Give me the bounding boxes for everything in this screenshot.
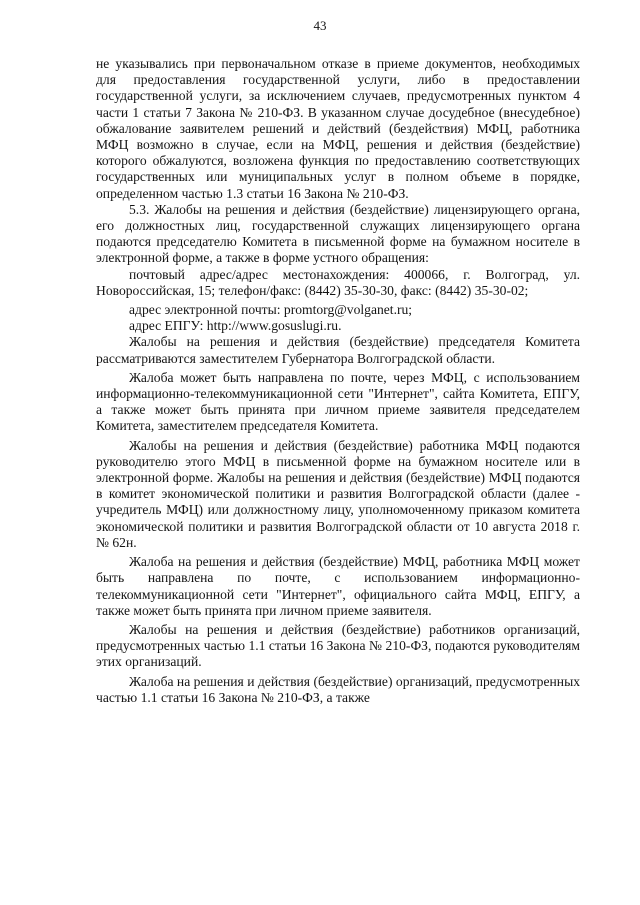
paragraph-epgu-address: адрес ЕПГУ: http://www.gosuslugi.ru. <box>129 318 342 334</box>
paragraph-organization-workers: Жалобы на решения и действия (бездействие) работников организаций, предусмотренных частью 1.1 статьи 16 Закона № 210-ФЗ, подаются руководителям этих организаций. <box>96 621 580 670</box>
paragraph-mfc-complaint-channels: Жалоба на решения и действия (бездействие) МФЦ, работника МФЦ может быть направлена по почте, с использованием информационно-телекоммуникационной сети "Интернет", официального сайта МФЦ, ЕПГУ, а также может быть принята при личном приеме заявителя. <box>96 554 580 618</box>
paragraph-mfc-worker-complaints: Жалобы на решения и действия (бездействие) работника МФЦ подаются руководителю этого МФЦ в письменной форме на бумажном носителе или в электронной форме. Жалобы на решения и действия (бездействие) МФЦ подаются в комитет экономической политики и развития Волгоградской области (далее - учредитель МФЦ) или должностному лицу, уполномоченному приказом комитета экономической политики и развития Волгоградской области от 10 августа 2018 г. № 62н. <box>96 437 580 550</box>
paragraph-email-address: адрес электронной почты: promtorg@volganet.ru; <box>129 302 413 318</box>
paragraph-submission-channels: Жалоба может быть направлена по почте, через МФЦ, с использованием информационно-телекоммуникационной сети "Интернет", сайта Комитета, ЕПГУ, а также может быть принята при личном приеме заявителя председателем Комитета, заместителем председателя Комитета. <box>96 369 580 434</box>
page-number: 43 <box>313 18 327 33</box>
paragraph-appeal-mfc-conditions: не указывались при первоначальном отказе в приеме документов, необходимых для предоставления государственной услуги, либо в предоставлении государственной услуги, за исключением случаев, предусмотренных пунктом 4 части 1 статьи 7 Закона № 210-ФЗ. В указанном случае досудебное (внесудебное) обжалование заявителем решений и действий (бездействия) МФЦ, работника МФЦ возможно в случае, если на МФЦ, решения и действия (бездействие) которого обжалуются, возложена функция по предоставлению соответствующих государственных или муниципальных услуг в полном объеме в порядке, определенном частью 1.3 статьи 16 Закона № 210-ФЗ. <box>96 56 580 201</box>
paragraph-chairman-complaints: Жалобы на решения и действия (бездействие) председателя Комитета рассматриваются заместителем Губернатора Волгоградской области. <box>96 334 580 366</box>
document-body <box>96 56 580 706</box>
paragraph-organizations-complaints: Жалоба на решения и действия (бездействие) организаций, предусмотренных частью 1.1 статьи 16 Закона № 210-ФЗ, а также <box>96 673 580 705</box>
paragraph-postal-address: почтовый адрес/адрес местонахождения: 400066, г. Волгоград, ул. Новороссийская, 15; телефон/факс: (8442) 35-30-30, факс: (8442) 35-30-02; <box>96 266 580 298</box>
paragraph-5-3-complaints: 5.3. Жалобы на решения и действия (бездействие) лицензирующего органа, его должностных лиц, государственной служащих лицензирующего органа подаются председателю Комитета в письменной форме на бумажном носителе в электронной форме, а также в форме устного обращения: <box>96 201 580 266</box>
